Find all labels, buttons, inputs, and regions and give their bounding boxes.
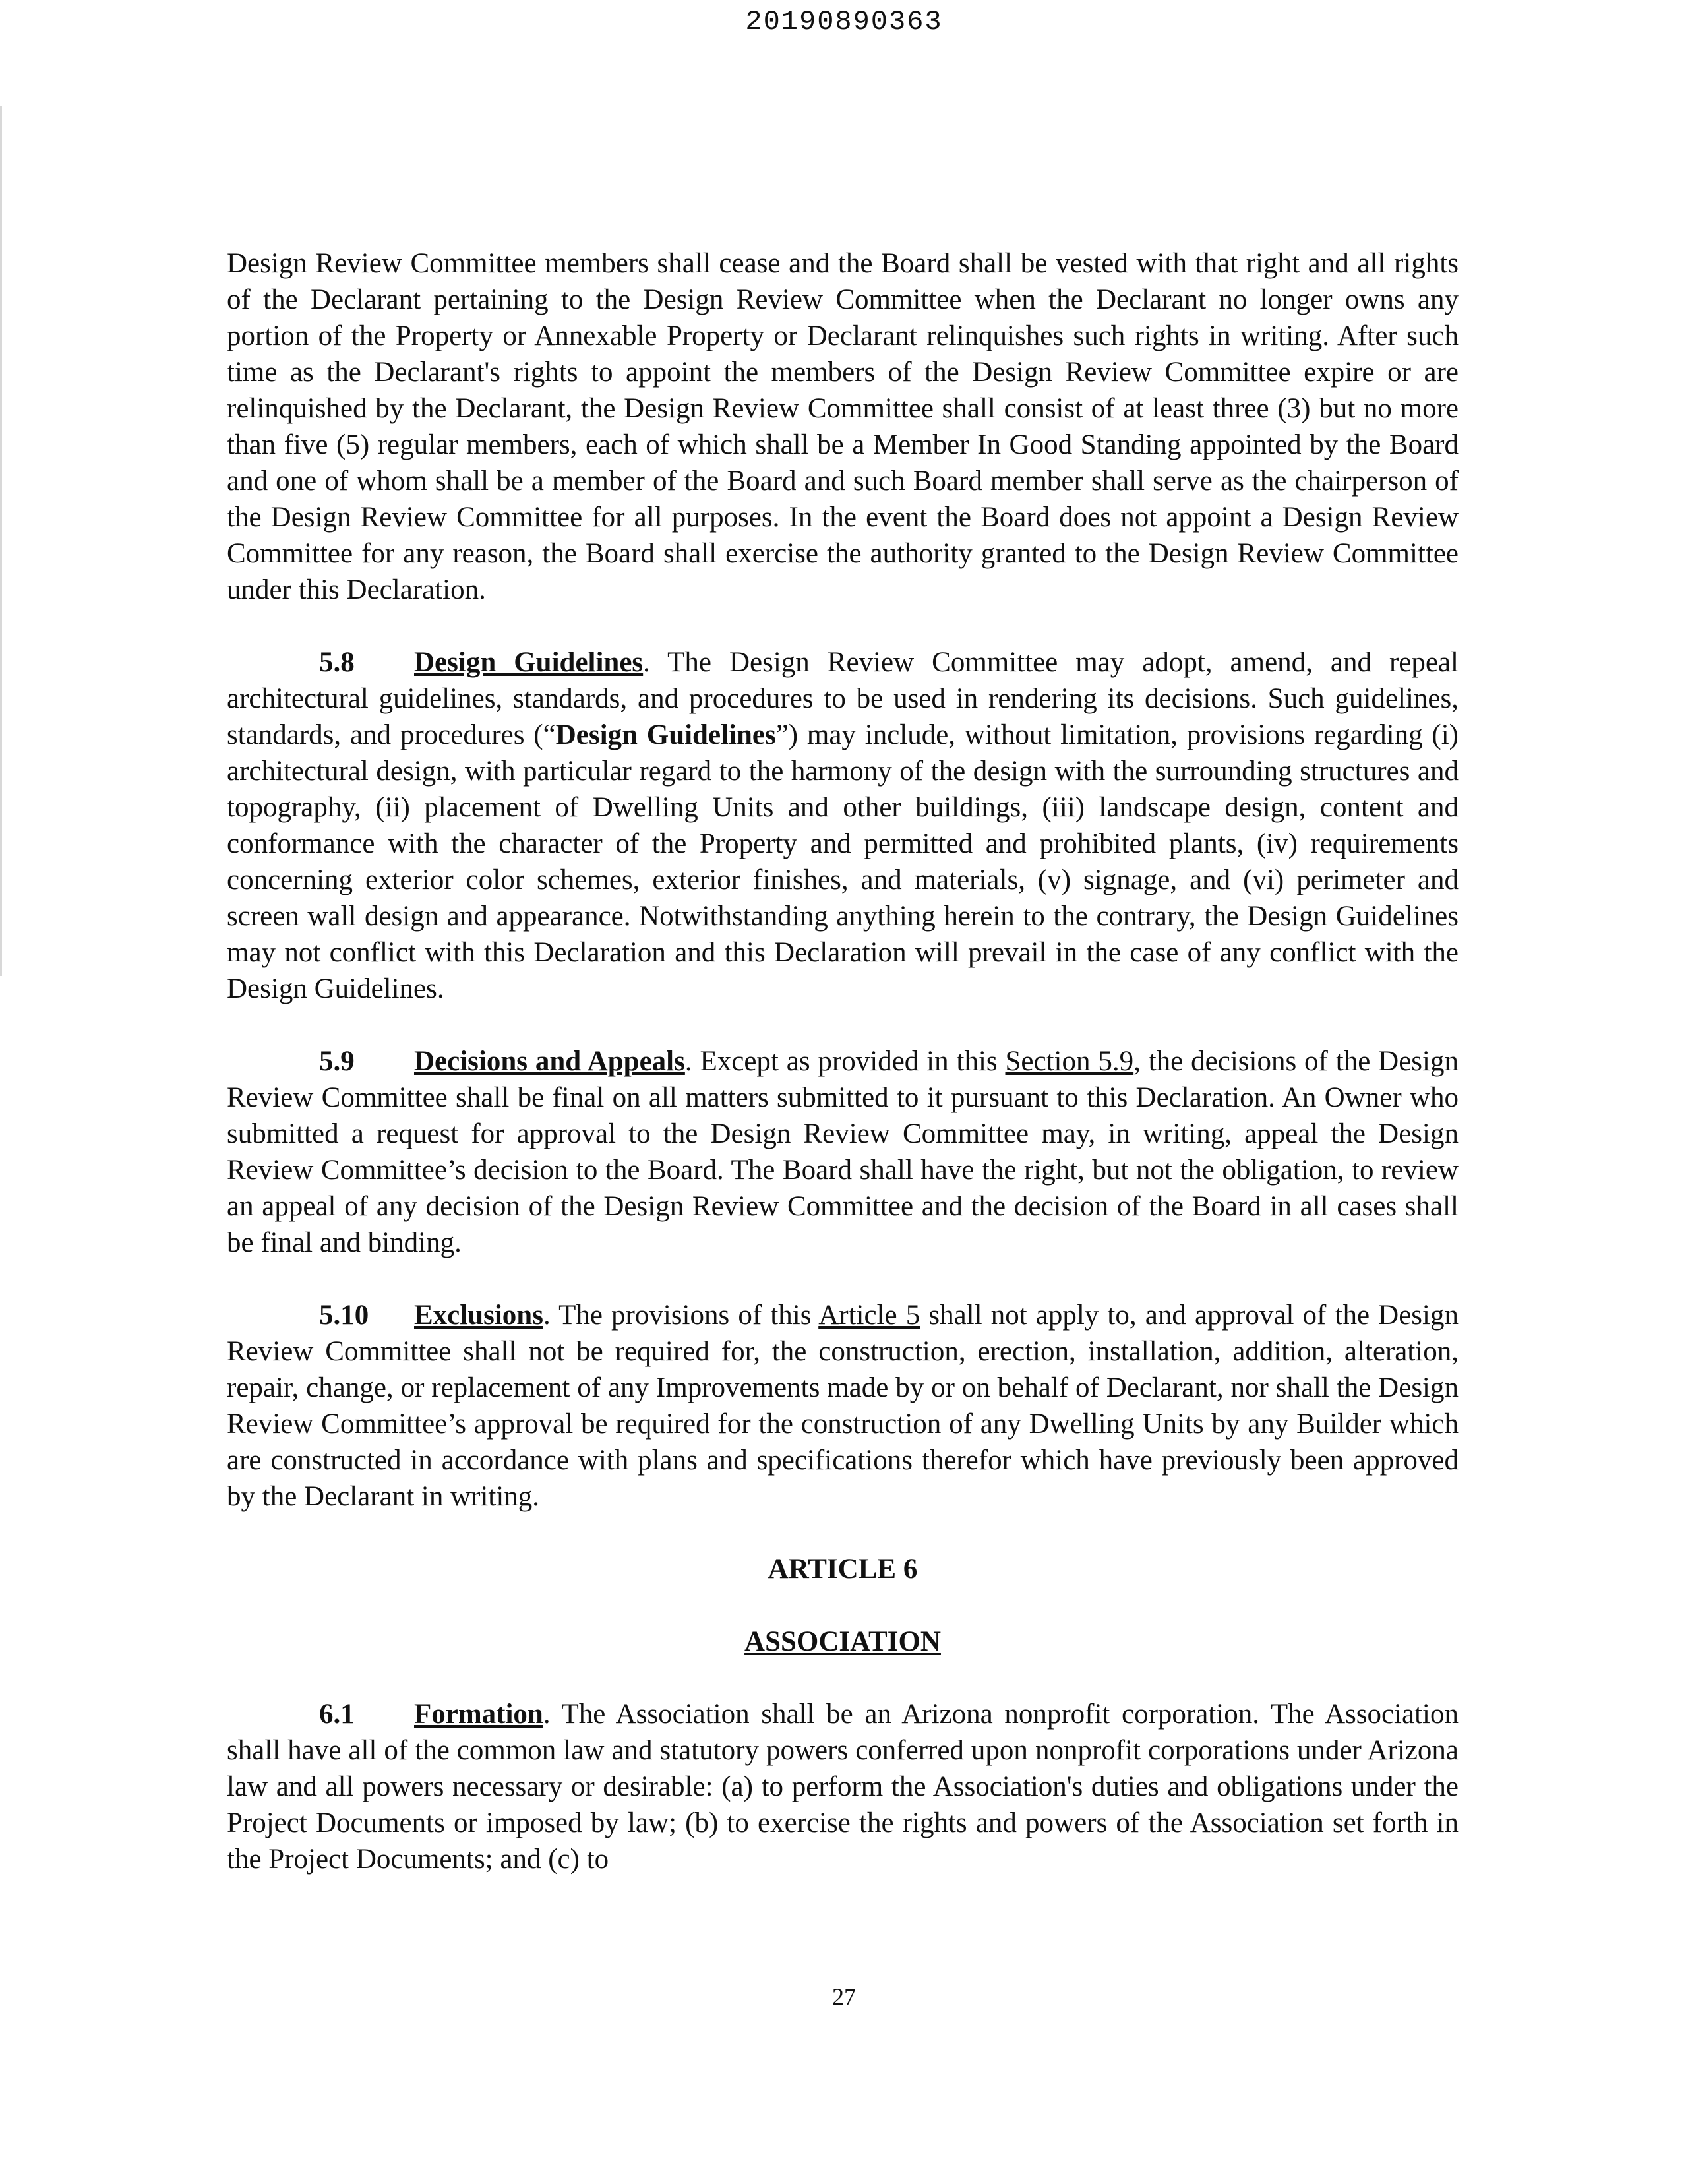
defined-term: Design Guidelines — [555, 719, 776, 750]
article-title: ASSOCIATION — [744, 1626, 941, 1657]
section-5-9-paragraph — [227, 1043, 1459, 1261]
section-5-10-paragraph — [227, 1297, 1459, 1515]
section-text: , the decisions of the Design Review Committee shall be final on all matters submitted to it pursuant to this Declaration. An Owner who submitted a request for approval to the Design Review Committee may, in writing, appeal the Design Review Committee’s decision to the Board. The Board shall have the right, but not the obligation, to review an appeal of any decision of the Design Review Committee and the decision of the Board in all cases shall be final and binding. — [227, 1046, 1459, 1258]
section-text: . Except as provided in this — [684, 1046, 1006, 1077]
section-title: Formation — [414, 1699, 543, 1730]
section-title: Design Guidelines — [414, 647, 644, 678]
section-text: . The provisions of this — [543, 1300, 819, 1331]
recording-number: 20190890363 — [745, 6, 943, 38]
section-number: 5.10 — [319, 1300, 369, 1331]
article-heading: ARTICLE 6 — [768, 1554, 918, 1585]
section-number: 5.8 — [319, 647, 355, 678]
page-number: 27 — [832, 1984, 856, 2010]
cross-reference: Section 5.9 — [1005, 1046, 1134, 1077]
section-text: ”) may include, without limitation, provisions regarding (i) architectural design, with particular regard to the harmony of the design with the surrounding structures and topography, (ii) placement of Dwelling Units and other buildings, (iii) landscape design, content and conformance with the character of the Property and permitted and prohibited plants, (iv) requirements concerning exterior color schemes, exterior finishes, and materials, (v) signage, and (vi) perimeter and screen wall design and appearance. Notwithstanding anything herein to the contrary, the Design Guidelines may not conflict with this Declaration and this Declaration will prevail in the case of any conflict with the Design Guidelines. — [227, 719, 1459, 1004]
section-text: shall not apply to, and approval of the Design Review Committee shall not be required for, the construction, erection, installation, addition, alteration, repair, change, or replacement of any Improvements made by or on behalf of Declarant, nor shall the Design Review Committee’s approval be required for the construction of any Dwelling Units by any Builder which are constructed in accordance with plans and specifications therefor which have previously been approved by the Declarant in writing. — [227, 1300, 1459, 1512]
section-text: . The Design Review Committee may adopt, amend, and repeal architectural guidelines, standards, and procedures to be used in rendering its decisions. Such guidelines, standards, and procedures (“ — [227, 647, 1459, 750]
section-6-1-paragraph — [227, 1696, 1459, 1877]
section-title: Exclusions — [414, 1300, 543, 1331]
section-number: 5.9 — [319, 1046, 355, 1077]
cross-reference: Article 5 — [818, 1300, 920, 1331]
section-number: 6.1 — [319, 1699, 355, 1730]
section-title: Decisions and Appeals — [414, 1046, 685, 1077]
document-body — [227, 245, 1459, 1914]
section-5-8-paragraph — [227, 644, 1459, 1007]
scan-edge-divider — [0, 106, 2, 976]
section-text: . The Association shall be an Arizona nonprofit corporation. The Association shall have all of the common law and statutory powers conferred upon nonprofit corporations under Arizona law and all powers necessary or desirable: (a) to perform the Association's duties and obligations under the Project Documents or imposed by law; (b) to exercise the rights and powers of the Association set forth in the Project Documents; and (c) to — [227, 1699, 1459, 1875]
continuation-text: Design Review Committee members shall cease and the Board shall be vested with that right and all rights of the Declarant pertaining to the Design Review Committee when the Declarant no longer owns any portion of the Property or Annexable Property or Declarant relinquishes such rights in writing. After such time as the Declarant's rights to appoint the members of the Design Review Committee expire or are relinquished by the Declarant, the Design Review Committee shall consist of at least three (3) but no more than five (5) regular members, each of which shall be a Member In Good Standing appointed by the Board and one of whom shall be a member of the Board and such Board member shall serve as the chairperson of the Design Review Committee for all purposes. In the event the Board does not appoint a Design Review Committee for any reason, the Board shall exercise the authority granted to the Design Review Committee under this Declaration. — [227, 248, 1459, 605]
continuation-paragraph — [227, 245, 1459, 608]
